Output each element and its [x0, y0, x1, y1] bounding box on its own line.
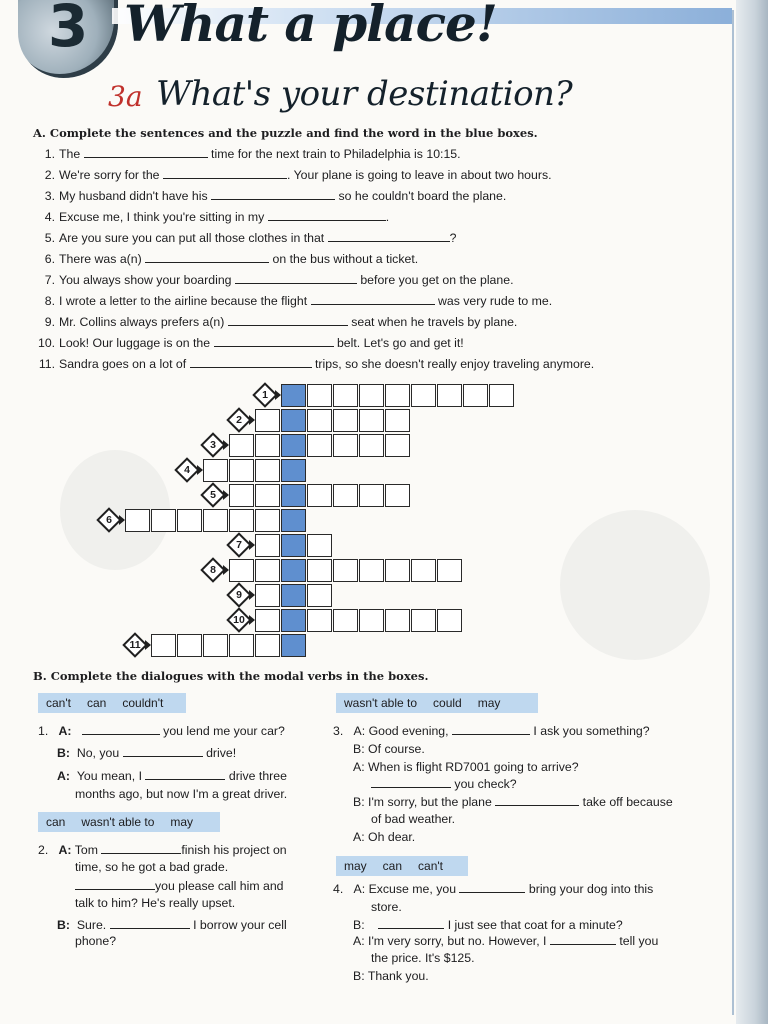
puzzle-cell[interactable] — [359, 484, 384, 507]
dialogue-text: I just see that coat for a minute? — [447, 918, 623, 932]
answer-blank[interactable] — [82, 724, 160, 735]
dialogue-2-continuation: time, so he got a bad grade. — [75, 860, 229, 874]
puzzle-blue-cell[interactable] — [281, 459, 306, 482]
puzzle-cell[interactable] — [333, 559, 358, 582]
answer-blank[interactable] — [84, 147, 208, 158]
puzzle-cell[interactable] — [255, 609, 280, 632]
dialogue-text: Oh dear. — [368, 830, 416, 844]
word-box-item: can't — [418, 859, 444, 873]
dialogue-number: 1. — [38, 724, 49, 738]
sentence-text: so he couldn't board the plane. — [338, 189, 507, 203]
page-title: What a place! — [124, 0, 497, 53]
word-box-1 — [38, 693, 186, 713]
dialogue-2-continuation: phone? — [75, 934, 117, 948]
sentence-number: 11. — [38, 357, 55, 371]
answer-blank[interactable] — [452, 724, 530, 735]
dialogue-1-line-1 — [38, 724, 285, 739]
clue-number: 3 — [210, 439, 216, 451]
sentence-6 — [38, 252, 418, 266]
dialogue-2-line-2 — [75, 879, 284, 894]
word-box-item: can't — [46, 696, 71, 710]
puzzle-cell[interactable] — [385, 434, 410, 457]
clue-number: 8 — [210, 564, 216, 576]
puzzle-cell[interactable] — [151, 509, 176, 532]
puzzle-blue-cell[interactable] — [281, 609, 306, 632]
sentence-number: 9. — [44, 315, 55, 329]
dialogue-text: Excuse me, you — [368, 882, 457, 896]
clue-number: 5 — [210, 489, 216, 501]
puzzle-cell[interactable] — [307, 484, 332, 507]
unit-badge — [18, 0, 118, 78]
dialogue-4-line-2 — [353, 918, 623, 933]
sentence-text: There was a(n) — [59, 252, 142, 266]
dialogue-text: Of course. — [368, 742, 425, 756]
puzzle-cell[interactable] — [333, 409, 358, 432]
dialogue-1-line-2 — [57, 746, 236, 761]
sentence-text: I wrote a letter to the airline because the flight — [59, 294, 308, 308]
sentence-1 — [38, 147, 461, 161]
sentence-9 — [38, 315, 517, 329]
sentence-text: . Your plane is going to leave in about two hours. — [286, 168, 552, 182]
speaker: A: — [58, 724, 72, 738]
answer-blank[interactable] — [371, 777, 451, 788]
dialogue-text: drive three — [228, 769, 287, 783]
dialogue-3-continuation: of bad weather. — [371, 812, 456, 826]
clue-number: 2 — [236, 414, 242, 426]
answer-blank[interactable] — [110, 918, 190, 929]
sentence-text: Are you sure you can put all those clothes in that — [59, 231, 325, 245]
puzzle-cell[interactable] — [255, 409, 280, 432]
sentence-number: 3. — [44, 189, 55, 203]
puzzle-cell[interactable] — [203, 459, 228, 482]
dialogue-4-line-1 — [333, 882, 653, 897]
puzzle-cell[interactable] — [437, 559, 462, 582]
speaker: B: — [57, 918, 70, 932]
word-box-item: wasn't able to — [81, 815, 155, 829]
puzzle-cell[interactable] — [385, 559, 410, 582]
dialogue-text: Sure. — [76, 918, 107, 932]
puzzle-cell[interactable] — [229, 484, 254, 507]
puzzle-cell[interactable] — [229, 559, 254, 582]
sentence-text: belt. Let's go and get it! — [336, 336, 464, 350]
word-box-item: may — [170, 815, 194, 829]
puzzle-cell[interactable] — [411, 384, 436, 407]
sentence-text: was very rude to me. — [437, 294, 553, 308]
puzzle-cell[interactable] — [437, 609, 462, 632]
dialogue-text: I borrow your cell — [193, 918, 287, 932]
clue-number: 11 — [129, 639, 141, 651]
puzzle-cell[interactable] — [255, 484, 280, 507]
dialogue-text: Tom — [74, 843, 98, 857]
dialogue-text: take off because — [582, 795, 673, 809]
puzzle-cell[interactable] — [151, 634, 176, 657]
word-box-item: couldn't — [122, 696, 164, 710]
speaker: A: — [353, 882, 366, 896]
puzzle-cell[interactable] — [333, 484, 358, 507]
dialogue-3-line-3b — [371, 777, 517, 792]
answer-blank[interactable] — [163, 168, 287, 179]
puzzle-cell[interactable] — [411, 609, 436, 632]
answer-blank[interactable] — [378, 918, 444, 929]
dialogue-text: When is flight RD7001 going to arrive? — [368, 760, 579, 774]
sentence-11 — [38, 357, 594, 371]
dialogue-text: drive! — [206, 746, 237, 760]
sentence-number: 10. — [38, 336, 56, 350]
puzzle-blue-cell[interactable] — [281, 534, 306, 557]
dialogue-text: you check? — [454, 777, 517, 791]
puzzle-cell[interactable] — [229, 634, 254, 657]
puzzle-cell[interactable] — [385, 409, 410, 432]
sentence-number: 8. — [44, 294, 55, 308]
puzzle-cell[interactable] — [203, 509, 228, 532]
dialogue-number: 3. — [333, 724, 344, 738]
speaker: B: — [353, 969, 365, 983]
dialogue-3-line-3 — [353, 760, 579, 775]
speaker: A: — [57, 769, 70, 783]
answer-blank[interactable] — [228, 315, 348, 326]
puzzle-cell[interactable] — [437, 384, 462, 407]
puzzle-cell[interactable] — [203, 634, 228, 657]
speaker: A: — [353, 830, 365, 844]
speaker: B: — [57, 746, 70, 760]
sentence-text: We're sorry for the — [59, 168, 160, 182]
dialogue-number: 2. — [38, 843, 49, 857]
puzzle-cell[interactable] — [177, 509, 202, 532]
word-box-item: can — [86, 696, 107, 710]
speaker: A: — [353, 760, 365, 774]
dialogue-1-continuation: months ago, but now I'm a great driver. — [75, 787, 288, 801]
sentence-text: trips, so she doesn't really enjoy traveling anymore. — [315, 357, 595, 371]
puzzle-cell[interactable] — [255, 534, 280, 557]
sentence-text: My husband didn't have his — [59, 189, 208, 203]
section-b-instruction: B. Complete the dialogues with the modal verbs in the boxes. — [33, 669, 429, 683]
answer-blank[interactable] — [268, 210, 386, 221]
dialogue-1-line-3 — [57, 769, 287, 784]
word-box-item: may — [477, 696, 501, 710]
dialogue-4-continuation: the price. It's $125. — [371, 951, 475, 965]
lesson-title: What's your destination? — [156, 74, 573, 114]
puzzle-cell[interactable] — [385, 484, 410, 507]
clue-number: 9 — [236, 589, 242, 601]
dialogue-text: tell you — [619, 934, 659, 948]
puzzle-cell[interactable] — [255, 584, 280, 607]
puzzle-cell[interactable] — [359, 409, 384, 432]
page-edge — [736, 0, 768, 1024]
sentence-text: Look! Our luggage is on the — [59, 336, 211, 350]
puzzle-blue-cell[interactable] — [281, 484, 306, 507]
answer-blank[interactable] — [328, 231, 450, 242]
puzzle-cell[interactable] — [307, 559, 332, 582]
sentence-number: 4. — [44, 210, 55, 224]
puzzle-blue-cell[interactable] — [281, 434, 306, 457]
sentence-text: Mr. Collins always prefers a(n) — [59, 315, 225, 329]
sentence-4 — [38, 210, 389, 224]
sentence-5 — [38, 231, 457, 245]
puzzle-cell[interactable] — [307, 409, 332, 432]
dialogue-3-line-4 — [353, 795, 673, 810]
answer-blank[interactable] — [311, 294, 435, 305]
sentence-3 — [38, 189, 506, 203]
sentence-number: 1. — [44, 147, 55, 161]
answer-blank[interactable] — [235, 273, 357, 284]
sentence-text: You always show your boarding — [59, 273, 232, 287]
answer-blank[interactable] — [459, 882, 525, 893]
puzzle-blue-cell[interactable] — [281, 509, 306, 532]
dialogue-text: you lend me your car? — [163, 724, 285, 738]
speaker: A: — [353, 934, 365, 948]
dialogue-text: bring your dog into this — [528, 882, 654, 896]
puzzle-cell[interactable] — [359, 609, 384, 632]
dialogue-4-continuation: store. — [371, 900, 402, 914]
sentence-text: on the bus without a ticket. — [272, 252, 419, 266]
sentence-2 — [38, 168, 552, 182]
dialogue-3-line-2 — [353, 742, 425, 757]
sentence-text: time for the next train to Philadelphia is 10:15. — [211, 147, 461, 161]
sentence-text: The — [59, 147, 81, 161]
answer-blank[interactable] — [214, 336, 334, 347]
puzzle-cell[interactable] — [385, 609, 410, 632]
sentence-8 — [38, 294, 552, 308]
answer-blank[interactable] — [123, 746, 203, 757]
word-box-item: can — [46, 815, 66, 829]
dialogue-2-line-3 — [57, 918, 287, 933]
puzzle-cell[interactable] — [255, 509, 280, 532]
puzzle-cell[interactable] — [359, 384, 384, 407]
sentence-text: ? — [449, 231, 457, 245]
speaker: B: — [353, 742, 365, 756]
dialogue-text: I ask you something? — [533, 724, 650, 738]
puzzle-cell[interactable] — [125, 509, 150, 532]
puzzle-cell[interactable] — [255, 634, 280, 657]
dialogue-text: I'm sorry, but the plane — [368, 795, 492, 809]
puzzle-cell[interactable] — [307, 609, 332, 632]
puzzle-cell[interactable] — [229, 459, 254, 482]
clue-number: 4 — [184, 464, 190, 476]
dialogue-text: you please call him and — [155, 879, 284, 893]
dialogue-4-line-4 — [353, 969, 429, 984]
dialogue-text: Thank you. — [367, 969, 429, 983]
sentence-text: before you get on the plane. — [360, 273, 514, 287]
sentence-number: 2. — [44, 168, 55, 182]
clue-number: 6 — [106, 514, 112, 526]
puzzle-cell[interactable] — [411, 559, 436, 582]
dialogue-text: I'm very sorry, but no. However, I — [368, 934, 547, 948]
dialogue-text: Good evening, — [368, 724, 449, 738]
puzzle-cell[interactable] — [359, 434, 384, 457]
dialogue-3-line-5 — [353, 830, 415, 845]
puzzle-cell[interactable] — [463, 384, 488, 407]
speaker: A: — [353, 724, 366, 738]
answer-blank[interactable] — [211, 189, 335, 200]
dialogue-text: finish his project on — [181, 843, 287, 857]
dialogue-2-continuation: talk to him? He's really upset. — [75, 896, 236, 910]
answer-blank[interactable] — [101, 843, 181, 854]
puzzle-cell[interactable] — [333, 384, 358, 407]
answer-blank[interactable] — [145, 769, 225, 780]
speaker: A: — [58, 843, 72, 857]
answer-blank[interactable] — [145, 252, 269, 263]
dialogue-4-line-3 — [353, 934, 658, 949]
puzzle-cell[interactable] — [255, 459, 280, 482]
sentence-10 — [38, 336, 464, 350]
speaker: B: — [353, 918, 365, 932]
answer-blank[interactable] — [190, 357, 312, 368]
dialogue-text: You mean, I — [76, 769, 143, 783]
word-box-4 — [336, 856, 468, 876]
puzzle-blue-cell[interactable] — [281, 409, 306, 432]
answer-blank[interactable] — [495, 795, 579, 806]
clue-number: 7 — [236, 539, 242, 551]
clue-number: 10 — [233, 614, 245, 626]
dialogue-number: 4. — [333, 882, 344, 896]
sentence-number: 5. — [44, 231, 55, 245]
sentence-number: 7. — [44, 273, 55, 287]
section-a-instruction: A. Complete the sentences and the puzzle and find the word in the blue boxes. — [33, 126, 538, 140]
word-box-3 — [336, 693, 538, 713]
sentence-7 — [38, 273, 514, 287]
answer-blank[interactable] — [550, 934, 616, 945]
sentence-text: Excuse me, I think you're sitting in my — [59, 210, 265, 224]
sentence-text: . — [385, 210, 390, 224]
answer-blank[interactable] — [75, 879, 155, 890]
puzzle-cell[interactable] — [229, 509, 254, 532]
puzzle-blue-cell[interactable] — [281, 559, 306, 582]
puzzle-cell[interactable] — [307, 534, 332, 557]
puzzle-cell[interactable] — [255, 434, 280, 457]
dialogue-3-line-1 — [333, 724, 650, 739]
puzzle-cell[interactable] — [229, 434, 254, 457]
word-box-item: wasn't able to — [344, 696, 418, 710]
word-box-2 — [38, 812, 220, 832]
puzzle-blue-cell[interactable] — [281, 384, 306, 407]
clue-number: 1 — [262, 389, 268, 401]
puzzle-cell[interactable] — [307, 384, 332, 407]
lesson-number: 3a — [108, 80, 143, 113]
puzzle-cell[interactable] — [177, 634, 202, 657]
puzzle-cell[interactable] — [333, 609, 358, 632]
speaker: B: — [353, 795, 365, 809]
puzzle-cell[interactable] — [359, 559, 384, 582]
word-box-item: can — [382, 859, 403, 873]
sentence-text: Sandra goes on a lot of — [59, 357, 187, 371]
puzzle-blue-cell[interactable] — [281, 584, 306, 607]
puzzle-cell[interactable] — [385, 384, 410, 407]
dialogue-2-line-1 — [38, 843, 287, 858]
background-bubble — [560, 510, 710, 660]
dialogue-text: No, you — [76, 746, 120, 760]
puzzle-cell[interactable] — [333, 434, 358, 457]
puzzle-cell[interactable] — [489, 384, 514, 407]
word-box-item: may — [344, 859, 367, 873]
sentence-number: 6. — [44, 252, 55, 266]
puzzle-blue-cell[interactable] — [281, 634, 306, 657]
page-margin-line — [732, 10, 734, 1015]
puzzle-cell[interactable] — [307, 434, 332, 457]
unit-number: 3 — [48, 0, 89, 60]
sentence-text: seat when he travels by plane. — [351, 315, 518, 329]
word-box-item: could — [433, 696, 462, 710]
puzzle-cell[interactable] — [255, 559, 280, 582]
puzzle-cell[interactable] — [307, 584, 332, 607]
